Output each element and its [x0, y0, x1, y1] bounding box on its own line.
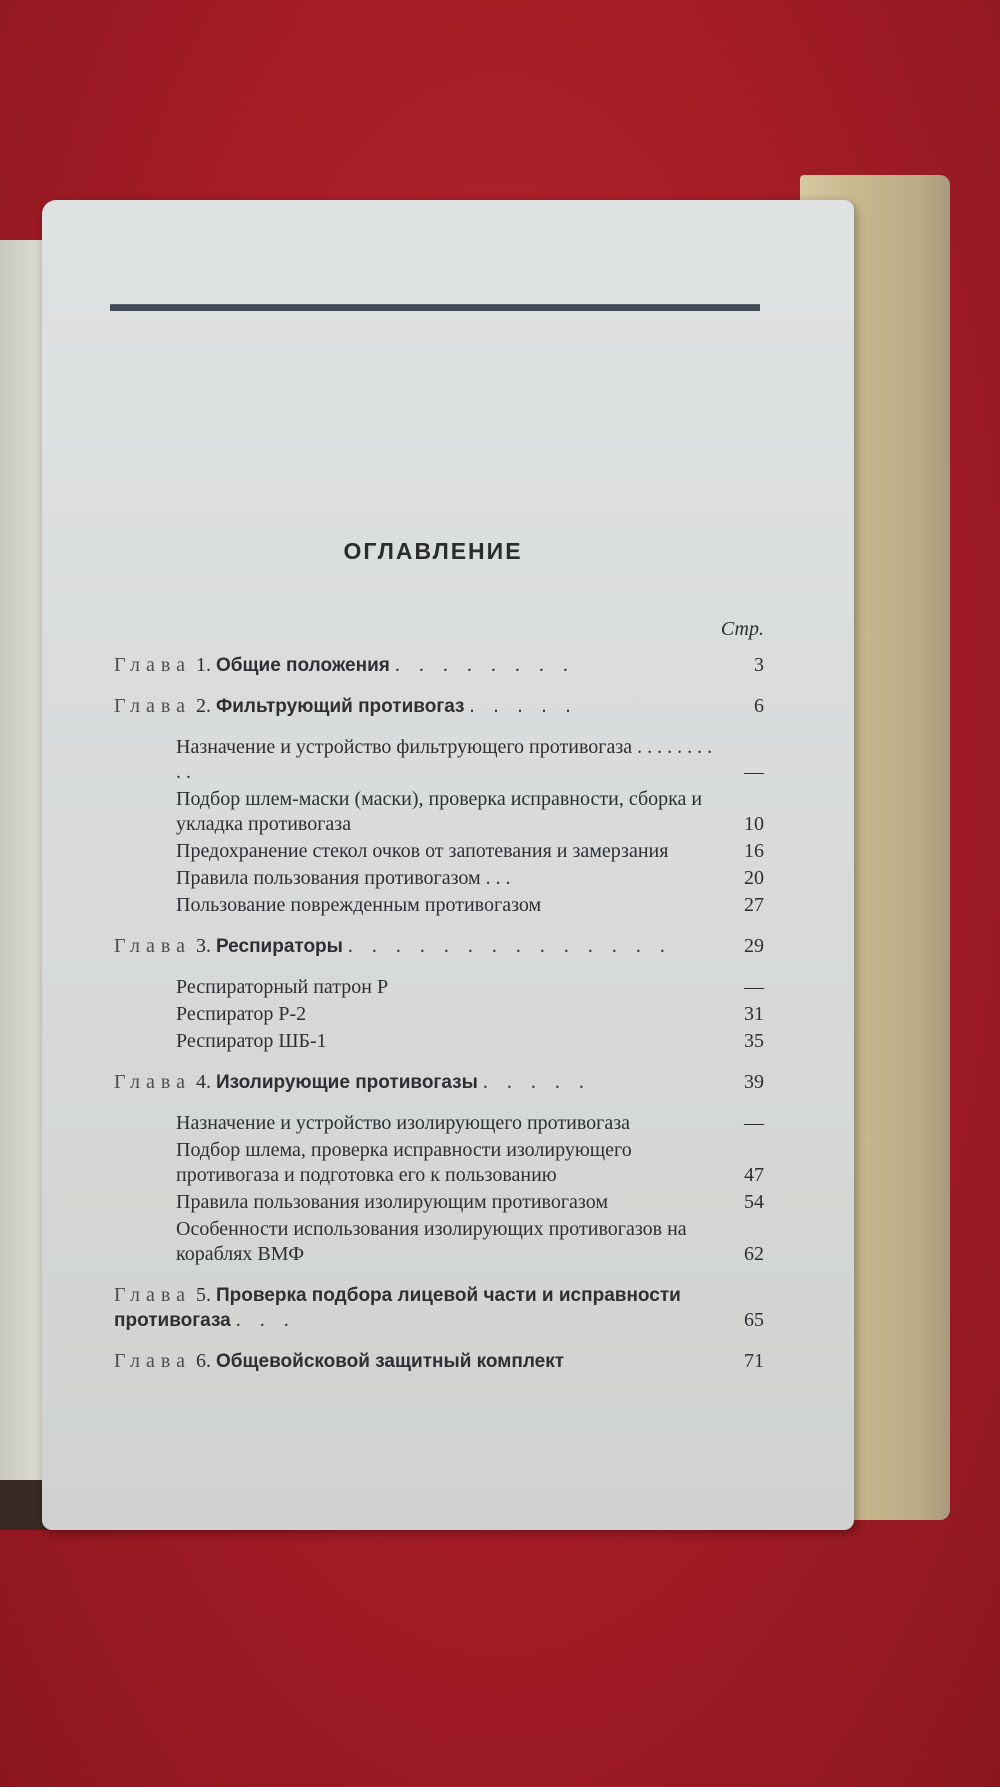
chapter-number: 2. — [195, 695, 211, 717]
toc-section[interactable] — [114, 1111, 764, 1136]
toc-section[interactable] — [114, 735, 764, 785]
toc-chapter[interactable] — [114, 694, 764, 719]
chapter-word: Глава — [114, 695, 191, 717]
toc-section[interactable] — [114, 893, 764, 918]
table-of-contents — [114, 618, 764, 1390]
chapter-title: Проверка подбора лицевой части и исправности противогаза — [114, 1285, 681, 1331]
section-title: Респиратор Р-2 — [176, 1003, 307, 1025]
section-page: 35 — [744, 1030, 764, 1052]
section-title: Подбор шлем-маски (маски), проверка исправности, сборка и укладка противогаза — [176, 788, 703, 835]
chapter-page: 71 — [744, 1350, 764, 1372]
section-title: Подбор шлема, проверка исправности изолирующего противогаза и подготовка его к пользованию — [176, 1139, 632, 1186]
section-page: 47 — [744, 1164, 764, 1186]
section-page: — — [744, 761, 764, 783]
section-title: Пользование поврежденным противогазом — [176, 894, 542, 916]
toc-section[interactable] — [114, 1190, 764, 1215]
toc-section[interactable] — [114, 1002, 764, 1027]
section-page: 54 — [744, 1191, 764, 1213]
chapter-page: 3 — [754, 654, 764, 676]
chapter-number: 6. — [195, 1350, 211, 1372]
chapter-page: 6 — [754, 695, 764, 717]
section-page: — — [744, 976, 764, 998]
toc-chapter[interactable] — [114, 653, 764, 678]
chapter-word: Глава — [114, 1071, 191, 1093]
section-page: 16 — [744, 840, 764, 862]
chapter-title: Фильтрующий противогаз — [215, 696, 465, 717]
toc-chapter[interactable] — [114, 934, 764, 959]
section-title: Назначение и устройство фильтрующего противогаза . . . . . . . . . . — [176, 736, 713, 783]
chapter-title: Общевойсковой защитный комплект — [215, 1351, 565, 1372]
section-title: Особенности использования изолирующих противогазов на кораблях ВМФ — [176, 1218, 687, 1265]
section-page: — — [744, 1112, 764, 1134]
chapter-title: Изолирующие противогазы — [215, 1072, 478, 1093]
chapter-page: 29 — [744, 935, 764, 957]
chapter-word: Глава — [114, 935, 191, 957]
chapter-word: Глава — [114, 1350, 191, 1372]
page-title: ОГЛАВЛЕНИЕ — [343, 538, 523, 564]
section-title: Респиратор ШБ-1 — [176, 1030, 327, 1052]
toc-chapter[interactable] — [114, 1283, 764, 1333]
section-title: Респираторный патрон Р — [176, 976, 389, 998]
toc-section[interactable] — [114, 839, 764, 864]
section-page: 10 — [744, 813, 764, 835]
chapter-word: Глава — [114, 1284, 191, 1306]
chapter-number: 1. — [195, 654, 211, 676]
toc-section[interactable] — [114, 1029, 764, 1054]
chapter-title: Респираторы — [215, 936, 343, 957]
toc-section[interactable] — [114, 787, 764, 837]
page-column-header: Стр. — [720, 618, 764, 640]
chapter-page: 39 — [744, 1071, 764, 1093]
header-rule — [110, 304, 760, 311]
leader-dots: . . . — [235, 1309, 296, 1331]
section-title: Правила пользования изолирующим противогазом — [176, 1191, 608, 1213]
section-page: 20 — [744, 867, 764, 889]
section-page: 27 — [744, 894, 764, 916]
section-title: Назначение и устройство изолирующего противогаза — [176, 1112, 631, 1134]
leader-dots: . . . . . . . . — [394, 654, 575, 676]
section-title: Правила пользования противогазом . . . — [176, 867, 511, 889]
toc-chapter[interactable] — [114, 1349, 764, 1374]
toc-section[interactable] — [114, 1217, 764, 1267]
chapter-title: Общие положения — [215, 655, 390, 676]
book-page — [42, 200, 854, 1530]
section-page: 62 — [744, 1243, 764, 1265]
toc-section[interactable] — [114, 975, 764, 1000]
chapter-number: 3. — [195, 935, 211, 957]
chapter-number: 4. — [195, 1071, 211, 1093]
leader-dots: . . . . . — [482, 1071, 591, 1093]
leader-dots: . . . . . . . . . . . . . . — [347, 935, 672, 957]
leader-dots: . . . . . — [469, 695, 578, 717]
chapter-number: 5. — [195, 1284, 211, 1306]
toc-chapter[interactable] — [114, 1070, 764, 1095]
chapter-word: Глава — [114, 654, 191, 676]
section-title: Предохранение стекол очков от запотевания и замерзания — [176, 840, 669, 862]
toc-section[interactable] — [114, 1138, 764, 1188]
section-page: 31 — [744, 1003, 764, 1025]
toc-section[interactable] — [114, 866, 764, 891]
chapter-page: 65 — [744, 1309, 764, 1331]
